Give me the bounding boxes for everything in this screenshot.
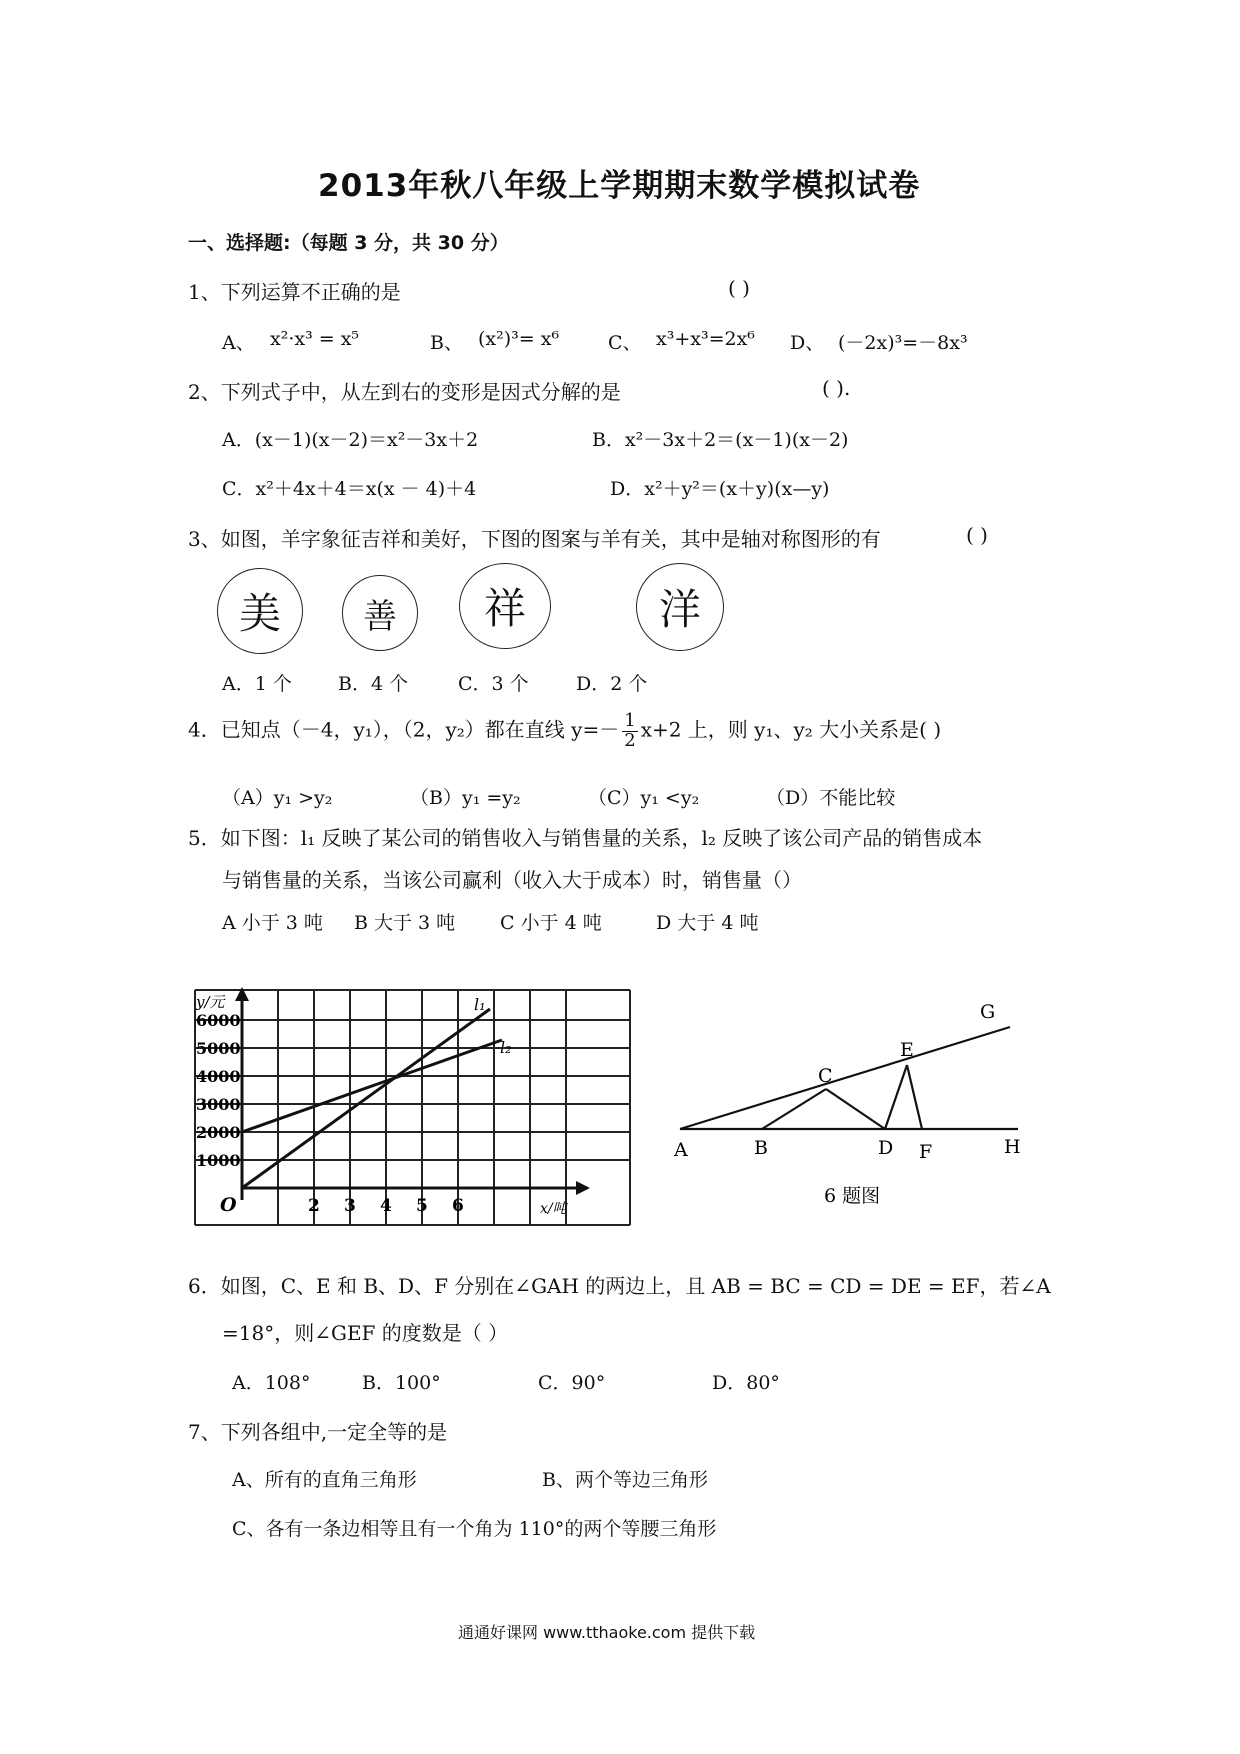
q6-option-b: B．100° — [362, 1372, 441, 1394]
line-l2 — [242, 1040, 502, 1132]
q2-option-a: A．(x－1)(x－2)＝x²－3x＋2 — [222, 429, 479, 451]
q3-stem: 3、如图，羊字象征吉祥和美好，下图的图案与羊有关，其中是轴对称图形的有 — [188, 527, 881, 551]
figure-caption: 6 题图 — [824, 1185, 881, 1207]
point-f-label: F — [919, 1141, 933, 1163]
q1-stem: 1、下列运算不正确的是 — [188, 280, 401, 304]
y-tick-1000: 1000 — [196, 1151, 241, 1170]
q4-fraction-denominator: 2 — [624, 730, 636, 751]
footer-source: 通通好课网 www.tthaoke.com 提供下载 — [458, 1623, 756, 1642]
q5-option-d: D 大于 4 吨 — [656, 912, 759, 934]
q5-stem-line1: 5．如下图：l₁ 反映了某公司的销售收入与销售量的关系，l₂ 反映了该公司产品的销售成本 — [188, 826, 983, 850]
y-axis-unit: y/元 — [196, 993, 225, 1011]
q2-option-c: C．x²＋4x＋4＝x(x － 4)＋4 — [222, 478, 477, 500]
q4-option-c: （C）y₁ <y₂ — [588, 787, 700, 809]
pattern-xiang — [459, 563, 551, 649]
q1-option-b: (x²)³= x⁶ — [478, 328, 560, 350]
x-tick-2: 2 — [308, 1196, 320, 1216]
q4-option-b: （B）y₁ =y₂ — [410, 787, 521, 809]
pattern-mei-char: 美 — [238, 589, 281, 638]
line-l1-label: l₁ — [474, 995, 486, 1014]
q3-option-c: C．3 个 — [458, 673, 529, 695]
point-a-label: A — [674, 1139, 688, 1161]
pattern-shan — [342, 575, 418, 651]
section-heading: 一、选择题:（每题 3 分，共 30 分） — [188, 232, 509, 254]
segment-cd — [826, 1089, 885, 1129]
q5-stem-line2: 与销售量的关系，当该公司赢利（收入大于成本）时，销售量（） — [222, 868, 802, 892]
point-h-label: H — [1004, 1136, 1021, 1158]
y-tick-5000: 5000 — [196, 1039, 241, 1058]
q7-option-b: B、两个等边三角形 — [542, 1469, 708, 1491]
point-d-label: D — [878, 1137, 894, 1159]
origin-label: O — [220, 1194, 237, 1216]
graph-grid — [195, 990, 630, 1225]
segment-ef — [907, 1065, 922, 1129]
q5-option-c: C 小于 4 吨 — [500, 912, 602, 934]
q4-option-d: （D）不能比较 — [766, 787, 896, 809]
q4-stem-start: 4．已知点（－4，y₁），（2，y₂）都在直线 y=－ — [188, 717, 620, 742]
pattern-yang-char: 洋 — [658, 585, 701, 634]
pattern-xiang-char: 祥 — [483, 584, 526, 633]
x-tick-5: 5 — [416, 1196, 428, 1216]
q1-option-a: x²·x³ = x⁵ — [270, 328, 360, 350]
point-b-label: B — [754, 1137, 768, 1159]
figure-lines — [680, 1027, 1018, 1129]
x-tick-4: 4 — [380, 1196, 392, 1216]
q6-stem-line2: =18°，则∠GEF 的度数是（ ） — [222, 1321, 509, 1345]
x-axis-arrow-icon — [576, 1181, 590, 1195]
q1-option-b-label: B、 — [430, 332, 463, 354]
point-e-label: E — [900, 1039, 914, 1061]
y-tick-3000: 3000 — [196, 1095, 241, 1114]
q3-answer-paren: ( ) — [966, 523, 988, 547]
line-l1 — [242, 1009, 490, 1188]
segment-bc — [762, 1089, 826, 1129]
q1-option-c: x³+x³=2x⁶ — [656, 328, 755, 350]
y-tick-6000: 6000 — [196, 1011, 241, 1030]
q1-answer-paren: ( ) — [728, 276, 750, 300]
pattern-mei — [217, 568, 303, 654]
q3-option-d: D．2 个 — [576, 673, 648, 695]
q6-option-d: D．80° — [712, 1372, 780, 1394]
point-c-label: C — [818, 1065, 833, 1087]
x-tick-3: 3 — [344, 1196, 356, 1216]
pattern-yang — [636, 563, 724, 651]
segment-de — [885, 1065, 907, 1129]
q2-stem: 2、下列式子中，从左到右的变形是因式分解的是 — [188, 380, 621, 404]
q4-stem — [188, 712, 941, 750]
y-tick-2000: 2000 — [196, 1123, 241, 1142]
q2-option-d: D．x²＋y²＝(x＋y)(x—y) — [610, 478, 830, 500]
q2-answer-paren: ( ). — [822, 376, 851, 400]
q1-option-d: (－2x)³=－8x³ — [838, 332, 968, 354]
q4-fraction-numerator: 1 — [624, 710, 636, 731]
q1-option-a-label: A、 — [222, 332, 255, 354]
q7-option-c: C、各有一条边相等且有一个角为 110°的两个等腰三角形 — [232, 1518, 717, 1540]
q5-option-a: A 小于 3 吨 — [222, 912, 323, 934]
q6-figure — [660, 998, 1030, 1218]
page-title: 2013年秋八年级上学期期末数学模拟试卷 — [318, 168, 921, 204]
q6-stem-line1: 6．如图，C、E 和 B、D、F 分别在∠GAH 的两边上，且 AB = BC = CD = DE = EF，若∠A — [188, 1274, 1051, 1298]
x-tick-6: 6 — [452, 1196, 464, 1216]
q6-option-c: C．90° — [538, 1372, 606, 1394]
x-axis-unit: x/吨 — [540, 1201, 567, 1217]
q4-option-a: （A）y₁ >y₂ — [222, 787, 333, 809]
y-tick-4000: 4000 — [196, 1067, 241, 1086]
q1-option-c-label: C、 — [608, 332, 642, 354]
q2-option-b: B．x²－3x＋2＝(x－1)(x－2) — [592, 429, 849, 451]
q4-fraction — [622, 712, 637, 750]
q5-option-b: B 大于 3 吨 — [354, 912, 456, 934]
point-g-label: G — [980, 1001, 996, 1023]
q3-option-b: B．4 个 — [338, 673, 409, 695]
q7-option-a: A、所有的直角三角形 — [232, 1469, 417, 1491]
q4-stem-end: x+2 上，则 y₁、y₂ 大小关系是( ) — [640, 717, 942, 742]
ray-ag — [680, 1027, 1010, 1129]
line-l2-label: l₂ — [500, 1038, 512, 1057]
pattern-shan-char: 善 — [363, 596, 397, 637]
q3-option-a: A．1 个 — [222, 673, 292, 695]
q7-stem: 7、下列各组中,一定全等的是 — [188, 1420, 448, 1444]
q6-option-a: A．108° — [232, 1372, 311, 1394]
q5-graph — [190, 985, 645, 1230]
q1-option-d-label: D、 — [790, 332, 825, 354]
